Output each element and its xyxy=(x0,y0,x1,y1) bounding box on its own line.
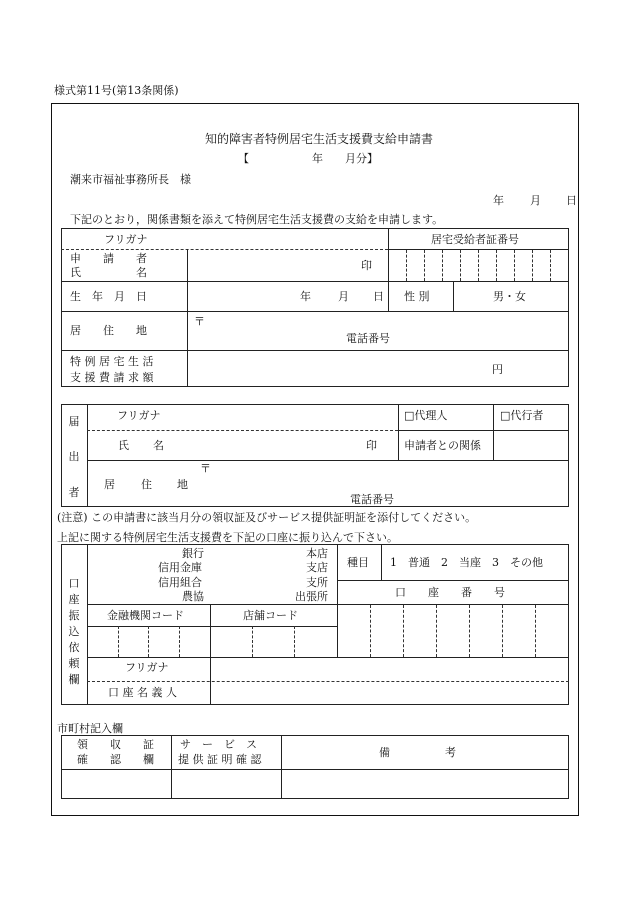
branch-type-4: 出張所 xyxy=(295,590,328,603)
submitter-addr-c: 地 xyxy=(177,478,188,491)
applicant-address-input[interactable] xyxy=(210,315,550,329)
receipt-label-1: 領 収 証 xyxy=(77,738,154,751)
cert-number-label: 居宅受給者証番号 xyxy=(431,233,519,246)
claim-label-2: 支 援 費 請 求 額 xyxy=(70,371,154,384)
period-year: 年 xyxy=(312,152,323,165)
branch-type-1: 本店 xyxy=(306,547,328,560)
bank-side-5: 依 xyxy=(68,641,80,654)
claim-label-1: 特 例 居 宅 生 活 xyxy=(70,355,154,368)
bank-code-label: 金融機関コード xyxy=(107,609,184,622)
period-month: 月分】 xyxy=(345,152,378,165)
account-kind-options[interactable]: 1 普通 2 当座 3 その他 xyxy=(390,556,543,569)
applicant-name-label-1: 申 請 者 xyxy=(70,252,147,265)
gender-value[interactable]: 男・女 xyxy=(493,290,526,303)
intro-text: 下記のとおり，関係書類を添えて特例居宅生活支援費の支給を申請します。 xyxy=(70,213,444,226)
submitter-seal: 印 xyxy=(366,439,377,452)
bank-type-1: 銀行 xyxy=(182,547,204,560)
date-year: 年 xyxy=(493,194,504,207)
relation-input[interactable] xyxy=(498,438,564,454)
executor-checkbox[interactable]: □代行者 xyxy=(500,409,544,422)
yen-unit: 円 xyxy=(492,363,503,376)
birth-month: 月 xyxy=(338,290,349,303)
applicant-name-label-2: 氏 名 xyxy=(70,266,147,279)
furigana-label: フリガナ xyxy=(104,233,148,246)
holder-furigana-label: フリガナ xyxy=(125,661,169,674)
bank-side-6: 頼 xyxy=(68,657,80,670)
address-label: 居 住 地 xyxy=(70,324,147,337)
holder-name-input[interactable] xyxy=(218,686,558,700)
applicant-furigana-input[interactable] xyxy=(192,232,382,246)
remarks-label: 備 考 xyxy=(379,746,456,759)
submitter-furigana-label: フリガナ xyxy=(117,409,161,422)
branch-name-input[interactable] xyxy=(218,560,298,574)
bank-type-4: 農協 xyxy=(182,590,204,603)
addressee: 潮来市福祉事務所長 様 xyxy=(70,173,191,186)
bank-name-input[interactable] xyxy=(92,560,152,574)
submitter-furigana-input[interactable] xyxy=(180,410,390,424)
bank-side-2: 座 xyxy=(68,593,80,606)
account-holder-label: 口 座 名 義 人 xyxy=(108,686,177,699)
phone-label: 電話番号 xyxy=(346,332,390,345)
submitter-name-input[interactable] xyxy=(180,440,355,454)
postal-mark: 〒 xyxy=(194,315,205,328)
service-label-2: 提 供 証 明 確 認 xyxy=(178,753,262,766)
submitter-side-1: 届 xyxy=(68,415,80,428)
gender-label: 性 別 xyxy=(404,290,430,303)
bank-type-2: 信用金庫 xyxy=(158,561,202,574)
form-number: 様式第11号(第13条関係) xyxy=(54,84,179,97)
birth-day: 日 xyxy=(373,290,384,303)
birthdate-label: 生 年 月 日 xyxy=(70,290,147,303)
agent-checkbox[interactable]: □代理人 xyxy=(404,409,448,422)
bank-side-7: 欄 xyxy=(68,673,80,686)
date-day: 日 xyxy=(566,194,577,207)
city-section-title: 市町村記入欄 xyxy=(57,722,123,735)
date-month: 月 xyxy=(530,194,541,207)
submitter-name-b: 名 xyxy=(153,439,164,452)
submitter-phone-label: 電話番号 xyxy=(350,493,394,506)
submitter-addr-a: 居 xyxy=(104,478,115,491)
branch-type-2: 支店 xyxy=(306,561,328,574)
submitter-name-a: 氏 xyxy=(118,439,129,452)
account-number-label: 口 座 番 号 xyxy=(395,586,505,599)
page-title: 知的障害者特例居宅生活支援費支給申請書 xyxy=(205,132,434,146)
bank-type-3: 信用組合 xyxy=(158,576,202,589)
branch-type-3: 支所 xyxy=(306,576,328,589)
submitter-side-3: 者 xyxy=(68,486,80,499)
period-open: 【 xyxy=(238,152,249,165)
bank-side-4: 込 xyxy=(68,625,80,638)
transfer-intro: 上記に関する特例居宅生活支援費を下記の口座に振り込んで下さい。 xyxy=(57,531,398,544)
holder-furigana-input[interactable] xyxy=(218,662,558,676)
submitter-addr-b: 住 xyxy=(141,478,152,491)
bank-side-3: 振 xyxy=(68,609,80,622)
branch-code-label: 店舗コード xyxy=(243,609,298,622)
bank-side-1: 口 xyxy=(68,577,80,590)
birth-year: 年 xyxy=(300,290,311,303)
account-kind-label: 種目 xyxy=(347,556,369,569)
applicant-name-input[interactable] xyxy=(192,255,352,275)
submitter-postal-mark: 〒 xyxy=(200,462,211,475)
relation-label: 申請者との関係 xyxy=(404,439,481,452)
submitter-side-2: 出 xyxy=(68,450,80,463)
receipt-label-2: 確 認 欄 xyxy=(77,753,154,766)
claim-amount-input[interactable] xyxy=(200,362,480,376)
service-label-1: サ ー ビ ス xyxy=(180,738,257,751)
attachment-note: (注意) この申請書に該当月分の領収証及びサービス提供証明証を添付してください。 xyxy=(57,511,477,524)
applicant-seal: 印 xyxy=(361,259,372,272)
